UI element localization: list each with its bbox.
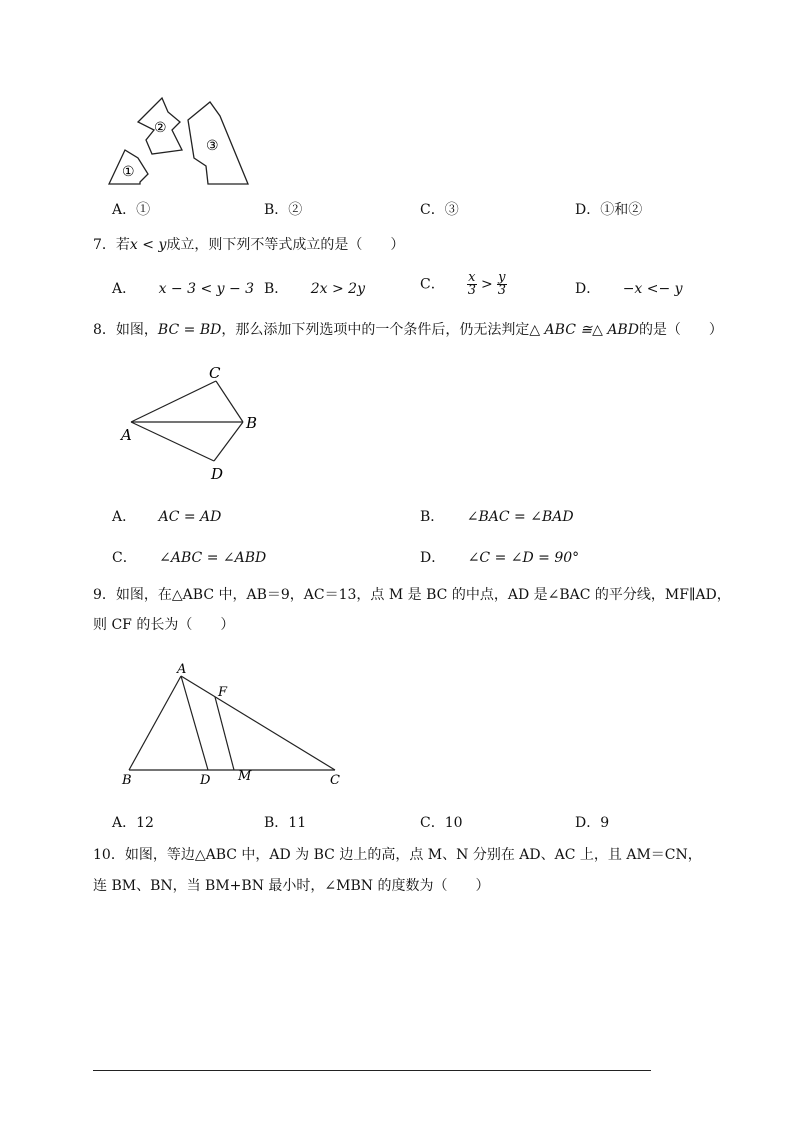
q7-stem-pre: 若 <box>115 237 130 253</box>
option-letter: B． <box>264 281 289 297</box>
segment-ab <box>129 676 181 770</box>
option-letter: B． <box>420 509 445 525</box>
q6-piece-1-label: ① <box>122 164 135 180</box>
q7-option-a[interactable] <box>112 279 254 299</box>
fraction-denominator: 3 <box>467 283 476 298</box>
option-letter: A． <box>112 509 137 525</box>
option-text: x − 3 < y − 3 <box>158 281 255 297</box>
q7-option-c[interactable] <box>420 272 507 297</box>
option-text: 11 <box>288 815 307 831</box>
fraction-y-over-3 <box>497 272 506 297</box>
option-text: 2x > 2y <box>310 281 365 297</box>
option-text: ∠ABC = ∠ABD <box>159 550 267 566</box>
point-label-c: C <box>209 364 221 382</box>
q7-option-b[interactable] <box>264 279 365 299</box>
option-text: ①和② <box>600 202 643 218</box>
q9-option-a[interactable] <box>112 813 154 833</box>
option-letter: B． <box>264 815 289 831</box>
option-text: AC = AD <box>158 509 222 525</box>
option-text: 9 <box>600 815 610 831</box>
q6-figure <box>100 92 260 192</box>
q8-stem-mid: ，那么添加下列选项中的一个条件后，仍无法判定 <box>221 322 530 338</box>
q9-option-c[interactable] <box>420 813 463 833</box>
option-letter: A． <box>112 281 137 297</box>
point-label-a: A <box>121 426 132 444</box>
option-letter: A． <box>112 202 137 218</box>
q10-stem-line2: 连 BM、BN，当 BM+BN 最小时，∠MBN 的度数为（ ） <box>93 878 490 894</box>
q9-option-b[interactable] <box>264 813 306 833</box>
option-letter: D． <box>420 550 446 566</box>
point-label-d: D <box>211 465 224 482</box>
q7-option-d[interactable] <box>575 279 683 299</box>
q10-stem-line1: 10．如图，等边△ABC 中，AD 为 BC 边上的高，点 M、N 分别在 AD、AC 上，且 AM＝CN， <box>93 847 702 863</box>
q8-figure <box>115 362 275 482</box>
option-text: ∠C = ∠D = 90° <box>467 550 580 566</box>
q8-option-b[interactable] <box>420 507 574 527</box>
option-letter: D． <box>575 281 601 297</box>
segment-ac <box>131 381 216 422</box>
q8-stem-math: BC = BD <box>157 322 222 338</box>
q8-number: 8． <box>93 322 116 338</box>
point-label-b: B <box>122 773 132 788</box>
option-text: ② <box>288 202 303 218</box>
option-text: −x <− y <box>622 281 683 297</box>
q6-option-b[interactable] <box>264 200 302 220</box>
option-text: ① <box>136 202 151 218</box>
point-label-b: B <box>246 414 258 432</box>
segment-mf <box>215 697 234 770</box>
segment-cb <box>216 381 243 422</box>
option-text: 10 <box>444 815 463 831</box>
q7-stem-math: x < y <box>129 237 167 253</box>
point-label-a: A <box>177 662 187 677</box>
option-letter: C． <box>420 815 445 831</box>
q9-stem-line1: 9．如图，在△ABC 中，AB＝9，AC＝13，点 M 是 BC 的中点，AD 是∠BAC 的平分线，MF∥AD， <box>93 587 731 603</box>
option-text: ③ <box>444 202 459 218</box>
q9-figure <box>115 660 355 790</box>
point-label-f: F <box>218 685 228 700</box>
q8-stem <box>93 320 723 340</box>
inequality-sign: > <box>480 276 493 293</box>
point-label-m: M <box>238 769 252 784</box>
q6-option-d[interactable] <box>575 200 642 220</box>
option-text: 12 <box>136 815 154 831</box>
segment-ad <box>131 422 214 461</box>
fraction-numerator: y <box>498 270 506 285</box>
q8-option-a[interactable] <box>112 507 221 527</box>
q6-option-c[interactable] <box>420 200 459 220</box>
q9-option-d[interactable] <box>575 813 609 833</box>
point-label-d: D <box>200 773 211 788</box>
point-label-c: C <box>330 773 340 788</box>
q8-option-c[interactable] <box>112 548 266 568</box>
q6-piece-3-label: ③ <box>206 138 219 154</box>
q9-stem-line2: 则 CF 的长为（ ） <box>93 617 235 633</box>
fraction-x-over-3 <box>467 272 476 297</box>
option-letter: C． <box>112 550 137 566</box>
q8-stem-pre: 如图， <box>115 322 158 338</box>
fraction-denominator: 3 <box>497 283 506 298</box>
q8-stem-math2: △ ABC ≅△ ABD <box>529 322 639 338</box>
q6-option-a[interactable] <box>112 200 150 220</box>
option-letter: A． <box>112 815 137 831</box>
option-letter: B． <box>264 202 289 218</box>
option-letter: C． <box>420 276 445 293</box>
footer-rule <box>93 1070 651 1071</box>
q7-stem-post: 成立，则下列不等式成立的是（ ） <box>166 237 405 253</box>
option-letter: C． <box>420 202 445 218</box>
q6-piece-2-label: ② <box>154 120 167 136</box>
segment-db <box>214 422 243 461</box>
q8-stem-post: 的是（ ） <box>638 322 723 338</box>
q8-option-d[interactable] <box>420 548 579 568</box>
option-letter: D． <box>575 815 601 831</box>
q7-stem <box>93 235 404 255</box>
fraction-numerator: x <box>468 270 476 285</box>
option-text: ∠BAC = ∠BAD <box>466 509 574 525</box>
option-letter: D． <box>575 202 601 218</box>
q7-number: 7． <box>93 237 116 253</box>
